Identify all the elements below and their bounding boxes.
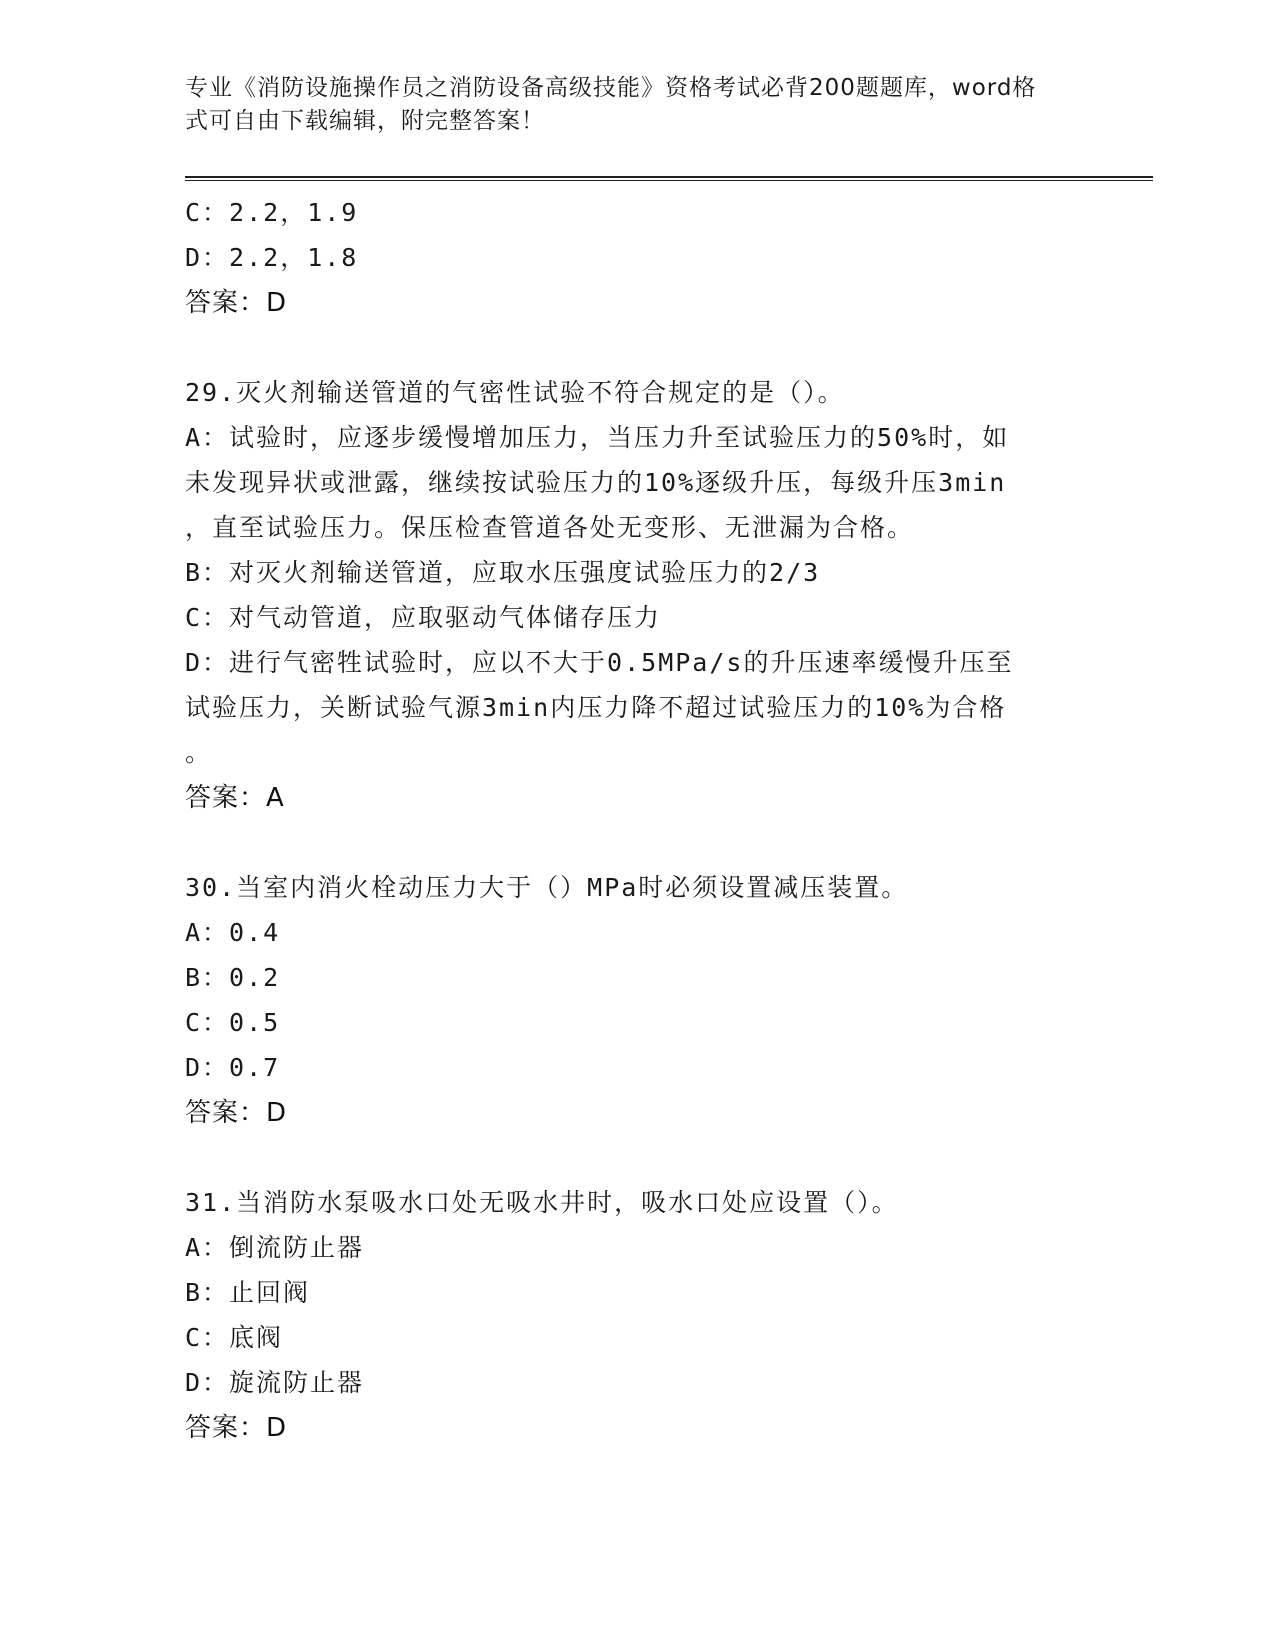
question-stem: 31.当消防水泵吸水口处无吸水井时，吸水口处应设置（）。 xyxy=(185,1188,899,1217)
option-c: C：底阀 xyxy=(185,1323,284,1352)
spacer xyxy=(185,326,1065,370)
header-title-line-1: 专业《消防设施操作员之消防设备高级技能》资格考试必背200题题库，word格 xyxy=(185,75,1037,101)
spacer xyxy=(185,1136,1065,1180)
question-30 xyxy=(185,865,1065,1136)
option-c: C：2.2，1.9 xyxy=(185,198,359,227)
answer: 答案：D xyxy=(185,1413,288,1443)
option-b: B：止回阀 xyxy=(185,1278,311,1307)
question-list xyxy=(185,190,1065,1451)
option-b: B：0.2 xyxy=(185,963,281,992)
question-29 xyxy=(185,370,1065,821)
option-b: B：对灭火剂输送管道，应取水压强度试验压力的2/3 xyxy=(185,558,821,587)
option-d-line-2: 试验压力，关断试验气源3min内压力降不超过试验压力的10%为合格 xyxy=(185,693,1007,722)
question-stem: 29.灭火剂输送管道的气密性试验不符合规定的是（）。 xyxy=(185,378,845,407)
option-c: C：0.5 xyxy=(185,1008,281,1037)
option-d-line-3: 。 xyxy=(185,738,213,767)
option-d: D：旋流防止器 xyxy=(185,1368,365,1397)
option-c: C：对气动管道，应取驱动气体储存压力 xyxy=(185,603,662,632)
option-d: D：2.2，1.8 xyxy=(185,243,359,272)
header-title-line-2: 式可自由下载编辑，附完整答案！ xyxy=(185,108,545,134)
spacer xyxy=(185,821,1065,865)
option-a-line-2: 未发现异状或泄露，继续按试验压力的10%逐级升压，每级升压3min xyxy=(185,468,1007,497)
option-a: A：倒流防止器 xyxy=(185,1233,365,1262)
answer: 答案：D xyxy=(185,288,288,318)
option-a: A：0.4 xyxy=(185,918,281,947)
question-31 xyxy=(185,1180,1065,1451)
option-d: D：0.7 xyxy=(185,1053,281,1082)
answer: 答案：D xyxy=(185,1098,288,1128)
option-a-line-1: A：试验时，应逐步缓慢增加压力，当压力升至试验压力的50%时，如 xyxy=(185,423,1010,452)
option-a-line-3: ，直至试验压力。保压检查管道各处无变形、无泄漏为合格。 xyxy=(185,513,915,542)
question-28-tail xyxy=(185,190,1065,326)
option-d-line-1: D：进行气密牲试验时，应以不大于0.5MPa/s的升压速率缓慢升压至 xyxy=(185,648,1014,677)
document-header xyxy=(185,72,1065,138)
question-stem: 30.当室内消火栓动压力大于（）MPa时必须设置减压装置。 xyxy=(185,873,909,902)
header-divider xyxy=(185,176,1153,181)
answer: 答案：A xyxy=(185,783,285,813)
